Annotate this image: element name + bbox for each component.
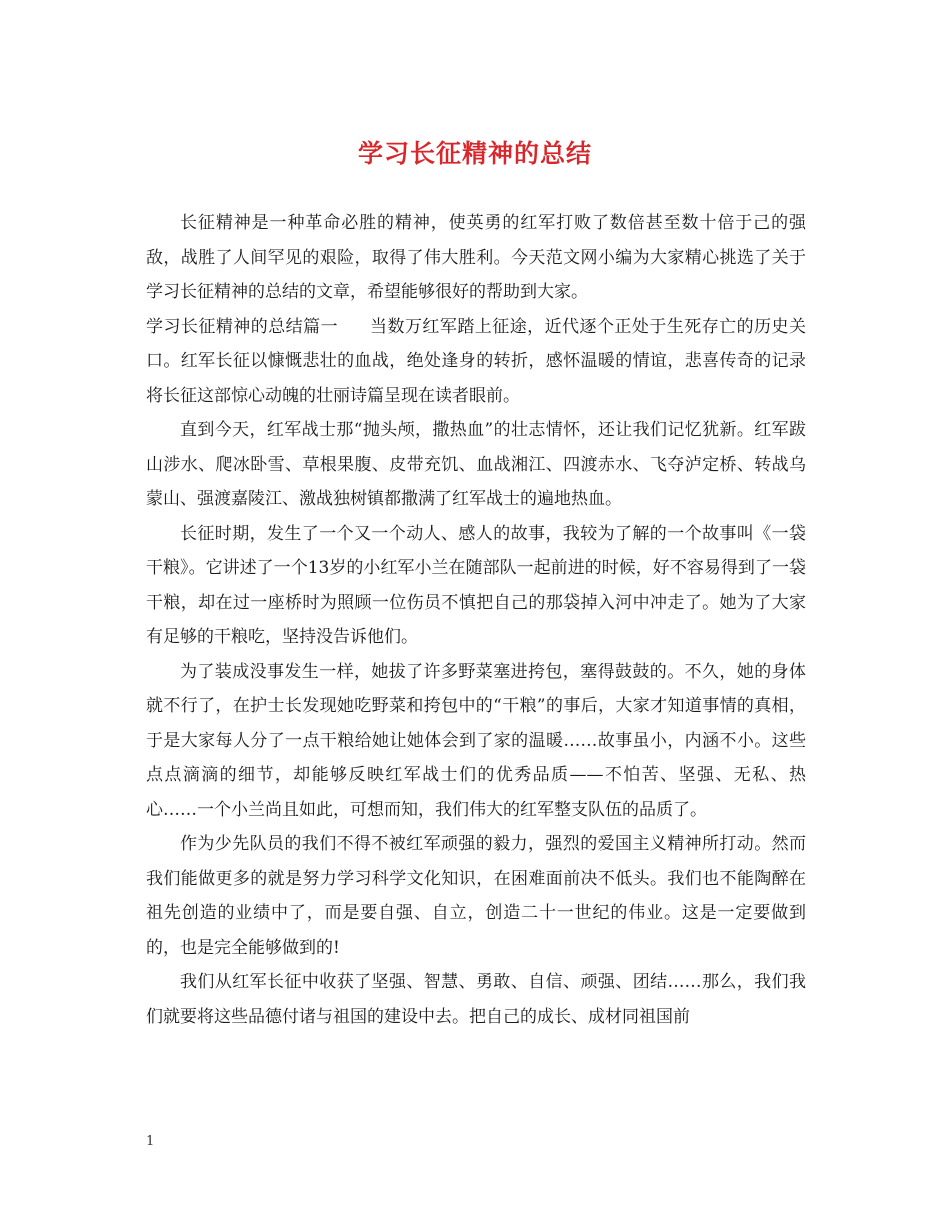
paragraph-7: 我们从红军长征中收获了坚强、智慧、勇敢、自信、顽强、团结……那么，我们我们就要将这些品德付诸与祖国的建设中去。把自己的成长、成材同祖国前 [146,972,806,1027]
paragraph-5: 为了装成没事发生一样，她拔了许多野菜塞进挎包，塞得鼓鼓的。不久，她的身体就不行了，在护士长发现她吃野菜和挎包中的“干粮”的事后，大家才知道事情的真相，于是大家每人分了一点干粮给她让她体会到了家的温暖……故事虽小，内涵不小。这些点点滴滴的细节，却能够反映红军战士们的优秀品质——不怕苦、坚强、无私、热心……一个小兰尚且如此，可想而知，我们伟大的红军整支队伍的品质了。 [146,661,806,820]
section-title: 学习长征精神的总结篇一 [146,316,339,337]
page-number: 1 [146,1134,155,1149]
section-one-text: 当数万红军踏上征途，近代逐个正处于生死存亡的历史关口。红军长征以慷慨悲壮的血战，绝处逢身的转折，感怀温暖的情谊，悲喜传奇的记录将长征这部惊心动魄的壮丽诗篇呈现在读者眼前。 [146,316,807,406]
document-title: 学习长征精神的总结 [357,139,592,168]
paragraph-3: 直到今天，红军战士那“抛头颅，撒热血”的壮志情怀，还让我们记忆犹新。红军跋山涉水、爬冰卧雪、草根果腹、皮带充饥、血战湘江、四渡赤水、飞夺泸定桥、转战乌蒙山、强渡嘉陵江、激战独树镇都撒满了红军战士的遍地热血。 [146,420,806,509]
paragraph-6: 作为少先队员的我们不得不被红军顽强的毅力，强烈的爱国主义精神所打动。然而我们能做更多的就是努力学习科学文化知识，在困难面前决不低头。我们也不能陶醉在祖先创造的业绩中了，而是要自强、自立，创造二十一世纪的伟业。这是一定要做到的，也是完全能够做到的! [146,834,806,958]
document-body [146,206,806,1034]
paragraph-section-one [146,310,806,414]
paragraph-intro: 长征精神是一种革命必胜的精神，使英勇的红军打败了数倍甚至数十倍于己的强敌，战胜了人间罕见的艰险，取得了伟大胜利。今天范文网小编为大家精心挑选了关于学习长征精神的总结的文章，希望能够很好的帮助到大家。 [146,213,806,302]
paragraph-4: 长征时期，发生了一个又一个动人、感人的故事，我较为了解的一个故事叫《一袋干粮》。它讲述了一个13岁的小红军小兰在随部队一起前进的时候，好不容易得到了一袋干粮，却在过一座桥时为照顾一位伤员不慎把自己的那袋掉入河中冲走了。她为了大家有足够的干粮吃，坚持没告诉他们。 [146,523,806,647]
